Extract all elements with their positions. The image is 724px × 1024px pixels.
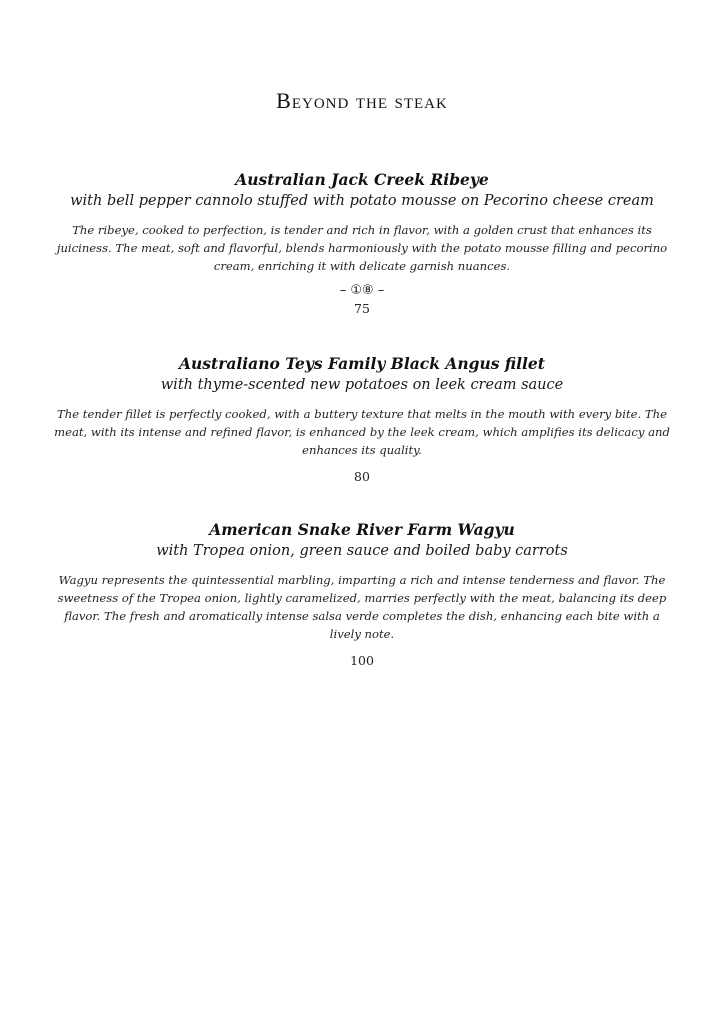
menu-item xyxy=(57,520,667,670)
dish-description: The ribeye, cooked to perfection, is tender and rich in flavor, with a golden crust that enhances its juiciness. The meat, soft and flavorful, blends harmoniously with the potato mousse filling and pecorino cream, enriching it with delicate garnish nuances. xyxy=(56,223,668,273)
menu-item xyxy=(54,354,670,486)
dish-subtitle: with bell pepper cannolo stuffed with potato mousse on Pecorino cheese cream xyxy=(70,193,654,209)
allergen-codes: – ①⑧ – xyxy=(339,283,385,298)
dish-name: Australian Jack Creek Ribeye xyxy=(235,170,489,189)
dish-description: Wagyu represents the quintessential marbling, imparting a rich and intense tenderness and flavor. The sweetness of the Tropea onion, lightly caramelized, marries perfectly with the meat, balancing its deep flavor. The fresh and aromatically intense salsa verde completes the dish, enhancing each bite with a lively note. xyxy=(57,573,667,641)
menu-item xyxy=(56,170,668,318)
dish-price: 80 xyxy=(354,469,370,484)
page-title: Beyond the steak xyxy=(276,88,448,113)
dish-name: Australiano Teys Family Black Angus fillet xyxy=(179,354,545,373)
dish-price: 100 xyxy=(350,653,374,668)
dish-subtitle: with Tropea onion, green sauce and boiled baby carrots xyxy=(156,543,568,559)
dish-price: 75 xyxy=(354,301,370,316)
dish-name: American Snake River Farm Wagyu xyxy=(209,520,515,539)
dish-description: The tender fillet is perfectly cooked, with a buttery texture that melts in the mouth with every bite. The meat, with its intense and refined flavor, is enhanced by the leek cream, which amplifies its delicacy and enhances its quality. xyxy=(54,407,670,457)
dish-subtitle: with thyme-scented new potatoes on leek cream sauce xyxy=(160,377,564,393)
